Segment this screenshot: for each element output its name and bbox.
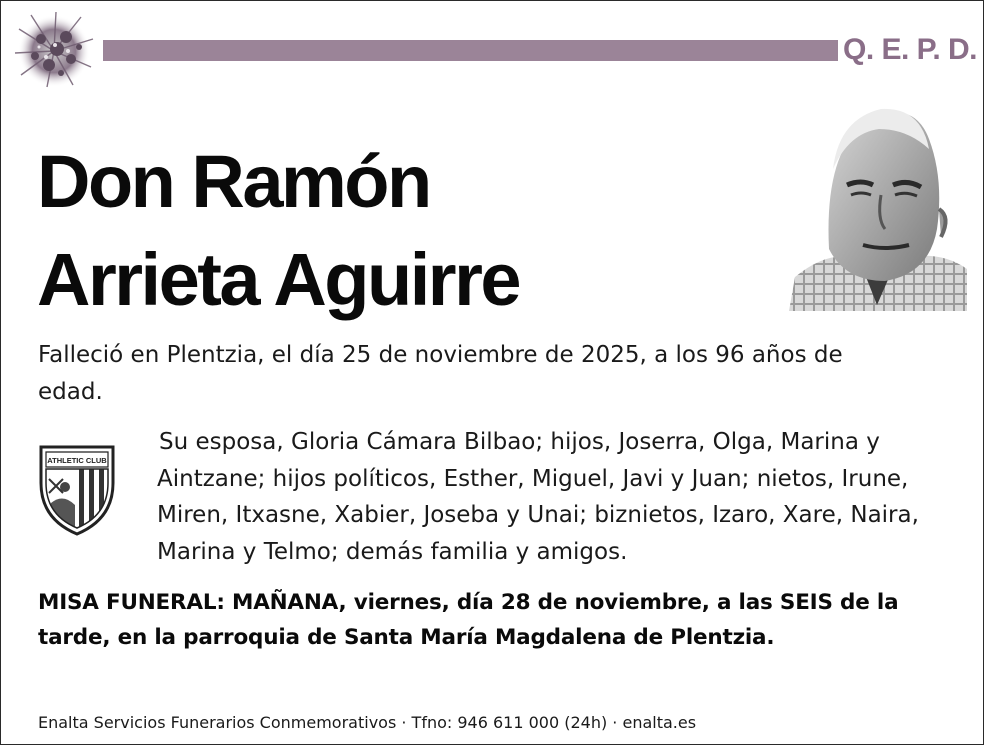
- name-line-2: Arrieta Aguirre: [37, 238, 520, 321]
- deceased-name: [37, 133, 519, 329]
- portrait-photo: [789, 99, 967, 311]
- qepd-label: Q. E. P. D.: [843, 33, 977, 66]
- death-notice: Falleció en Plentzia, el día 25 de noviembre de 2025, a los 96 años de edad.: [38, 342, 843, 405]
- crest-label: ATHLETIC CLUB: [47, 456, 107, 465]
- name-line-1: Don Ramón: [37, 140, 430, 223]
- footer-funeral-home: Enalta Servicios Funerarios Conmemorativos · Tfno: 946 611 000 (24h) · enalta.es: [38, 713, 697, 732]
- flower-icon: [11, 9, 97, 89]
- athletic-club-crest-icon: [37, 443, 117, 537]
- header-bar: [103, 40, 838, 61]
- funeral-mass-notice: MISA FUNERAL: MAÑANA, viernes, día 28 de noviembre, a las SEIS de la tarde, en la parroquia de Santa María Magdalena de Plentzia.: [38, 590, 899, 650]
- family-text: Su esposa, Gloria Cámara Bilbao; hijos, Joserra, Olga, Marina y Aintzane; hijos políticos, Esther, Miguel, Javi y Juan; nietos, Irune, Miren, Itxasne, Xabier, Joseba y Unai; biznietos, Izaro, Xare, Naira, Marina y Telmo; demás familia y amigos.: [157, 429, 919, 565]
